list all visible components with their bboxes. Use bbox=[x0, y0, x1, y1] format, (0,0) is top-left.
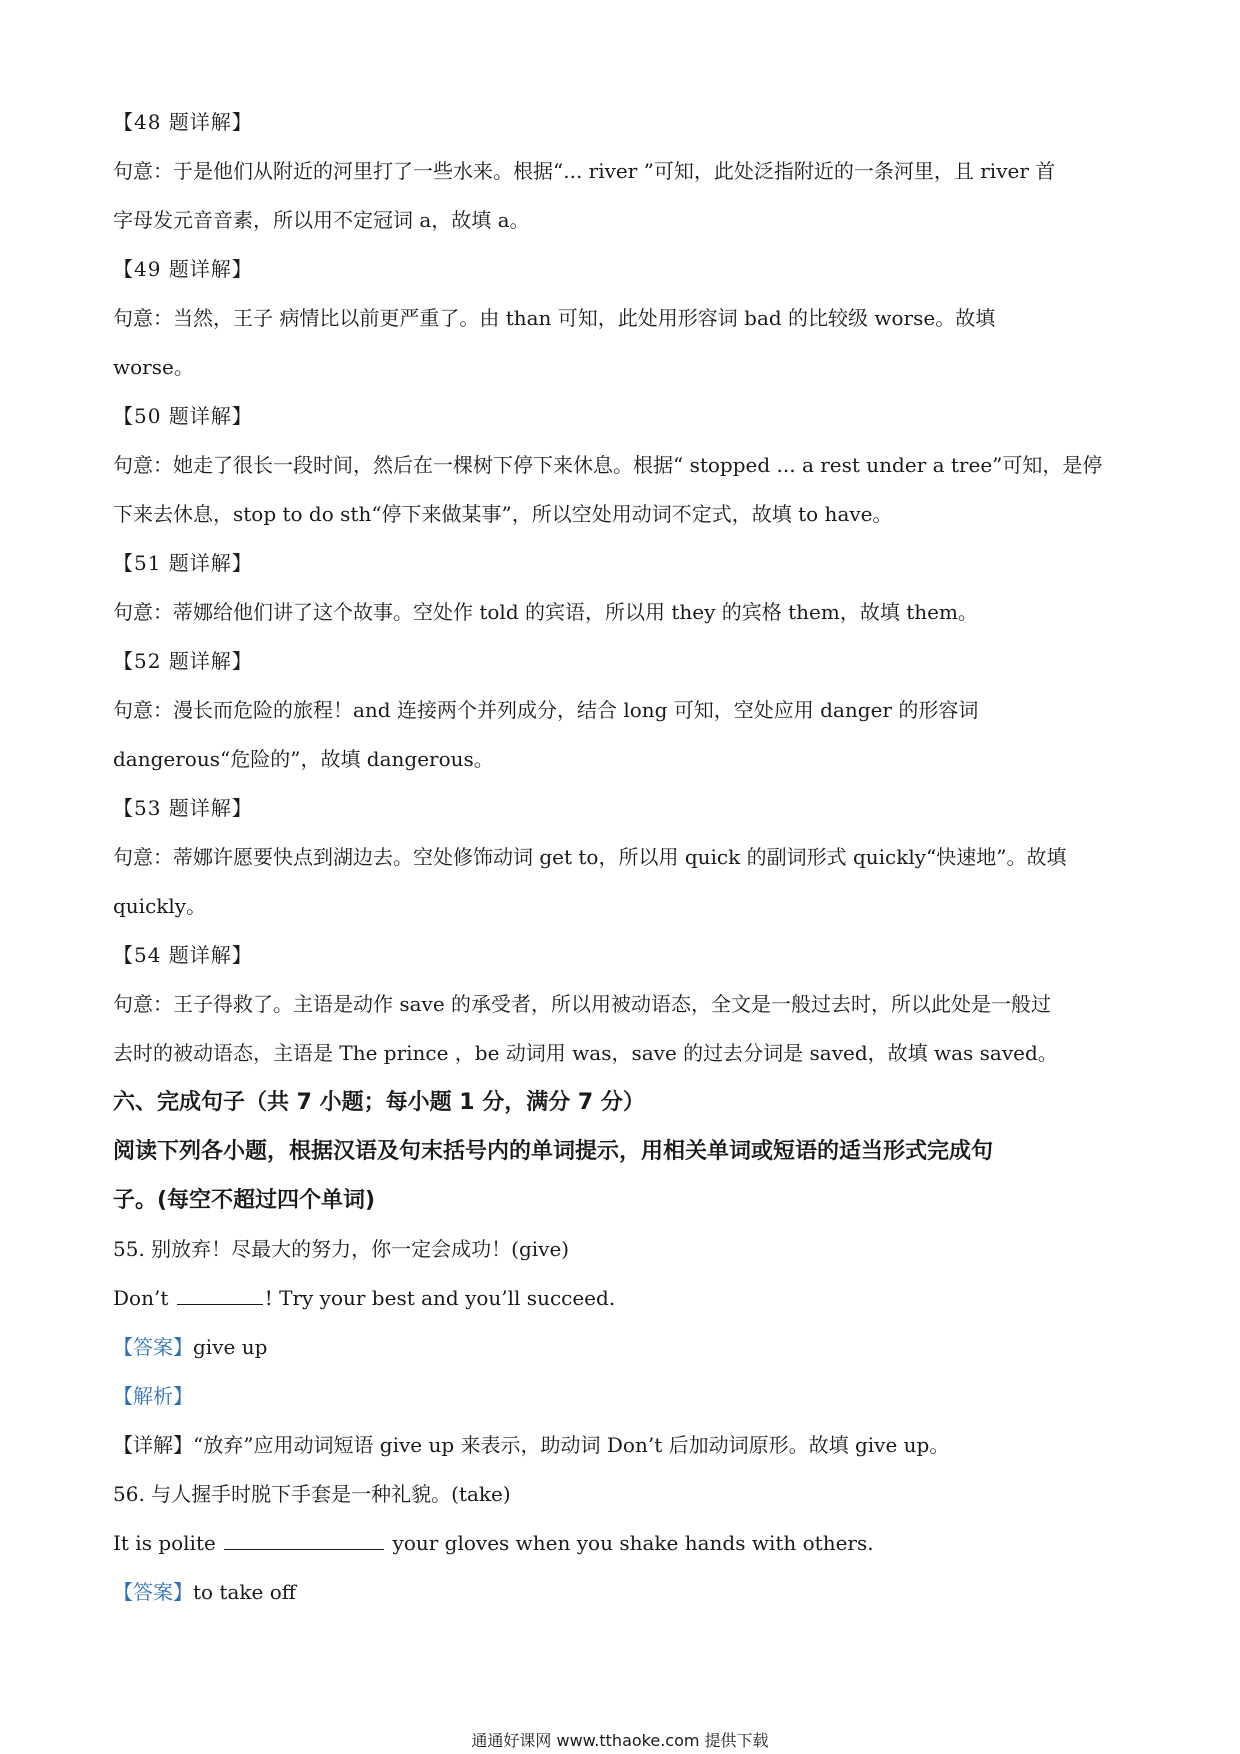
q50-line-1: 句意：她走了很长一段时间，然后在一棵树下停下来休息。根据“ stopped ... a rest under a tree”可知，是停 bbox=[113, 453, 1103, 477]
q55-sentence-before: Don’t bbox=[113, 1286, 175, 1310]
q50-heading: 【50 题详解】 bbox=[113, 404, 253, 428]
q53-line-1: 句意：蒂娜许愿要快点到湖边去。空处修饰动词 get to，所以用 quick 的副词形式 quickly“快速地”。故填 bbox=[113, 845, 1067, 869]
q54-heading: 【54 题详解】 bbox=[113, 943, 253, 967]
q52-line-1: 句意：漫长而危险的旅程！and 连接两个并列成分，结合 long 可知，空处应用 danger 的形容词 bbox=[113, 698, 979, 722]
q56-answer bbox=[113, 1568, 1133, 1617]
q50-line-2: 下来去休息，stop to do sth“停下来做某事”，所以空处用动词不定式，故填 to have。 bbox=[113, 502, 893, 526]
q52-heading: 【52 题详解】 bbox=[113, 649, 253, 673]
q56-sentence-after: your gloves when you shake hands with others. bbox=[386, 1531, 874, 1555]
q55-answer-tag: 【答案】 bbox=[113, 1335, 193, 1359]
q49-line-2: worse。 bbox=[113, 355, 194, 379]
q55-sentence-after: ! Try your best and you’ll succeed. bbox=[264, 1286, 616, 1310]
q48-line-2: 字母发元音音素，所以用不定冠词 a，故填 a。 bbox=[113, 208, 530, 232]
q55-answer-text: give up bbox=[193, 1335, 268, 1359]
q56-sentence bbox=[113, 1519, 1133, 1568]
q53-line-2: quickly。 bbox=[113, 894, 207, 918]
q56-answer-tag: 【答案】 bbox=[113, 1580, 193, 1604]
q56-answer-blank[interactable] bbox=[224, 1529, 384, 1550]
q55-prompt: 55. 别放弃！尽最大的努力，你一定会成功！(give) bbox=[113, 1237, 570, 1261]
part6-instruction-line-1: 阅读下列各小题，根据汉语及句末括号内的单词提示，用相关单词或短语的适当形式完成句 bbox=[113, 1139, 994, 1164]
q54-line-2: 去时的被动语态，主语是 The prince ，be 动词用 was，save 的过去分词是 saved，故填 was saved。 bbox=[113, 1041, 1058, 1065]
q55-answer bbox=[113, 1323, 1133, 1372]
q48-heading: 【48 题详解】 bbox=[113, 110, 253, 134]
q55-sentence bbox=[113, 1274, 1133, 1323]
q56-prompt: 56. 与人握手时脱下手套是一种礼貌。(take) bbox=[113, 1482, 511, 1506]
document-page bbox=[113, 98, 1133, 1617]
part6-title: 六、完成句子（共 7 小题；每小题 1 分，满分 7 分） bbox=[113, 1090, 645, 1115]
part6-instruction-line-2: 子。(每空不超过四个单词) bbox=[113, 1188, 376, 1213]
q56-answer-text: to take off bbox=[193, 1580, 296, 1604]
q55-detail: 【详解】“放弃”应用动词短语 give up 来表示，助动词 Don’t 后加动词原形。故填 give up。 bbox=[113, 1433, 950, 1457]
q51-line-1: 句意：蒂娜给他们讲了这个故事。空处作 told 的宾语，所以用 they 的宾格 them，故填 them。 bbox=[113, 600, 978, 624]
q49-line-1: 句意：当然，王子 病情比以前更严重了。由 than 可知，此处用形容词 bad 的比较级 worse。故填 bbox=[113, 306, 996, 330]
q49-heading: 【49 题详解】 bbox=[113, 257, 253, 281]
q56-sentence-before: It is polite bbox=[113, 1531, 223, 1555]
q54-line-1: 句意：王子得救了。主语是动作 save 的承受者，所以用被动语态，全文是一般过去时，所以此处是一般过 bbox=[113, 992, 1052, 1016]
q52-line-2: dangerous“危险的”，故填 dangerous。 bbox=[113, 747, 494, 771]
q55-answer-blank[interactable] bbox=[177, 1284, 263, 1305]
page-footer: 通通好课网 www.tthaoke.com 提供下载 bbox=[471, 1731, 769, 1750]
q53-heading: 【53 题详解】 bbox=[113, 796, 253, 820]
q55-analysis-tag: 【解析】 bbox=[113, 1384, 193, 1408]
q48-line-1: 句意：于是他们从附近的河里打了一些水来。根据“... river ”可知，此处泛指附近的一条河里，且 river 首 bbox=[113, 159, 1056, 183]
q51-heading: 【51 题详解】 bbox=[113, 551, 253, 575]
